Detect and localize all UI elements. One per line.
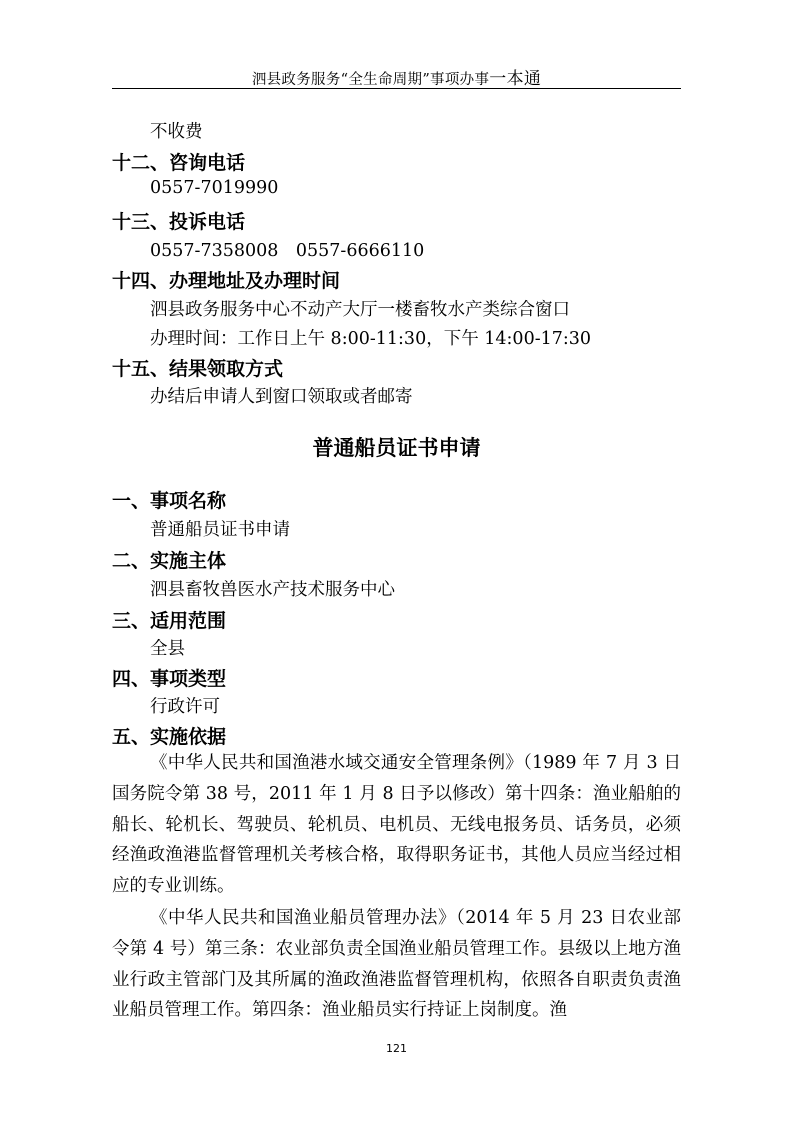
basis-paragraph-1: 《中华人民共和国渔港水域交通安全管理条例》（1989 年 7 月 3 日国务院令第 38 号，2011 年 1 月 8 日予以修改）第十四条：渔业船舶的船长、轮机长、驾驶员、轮机员、电机员、无线电报务员、话务员，必须经渔政渔港监督管理机关考核合格，取得职务证书，其他人员应当经过相应的专业训练。	[112, 753, 681, 897]
name-heading: 一、事项名称	[112, 490, 227, 512]
basis-paragraph-2: 《中华人民共和国渔业船员管理办法》（2014 年 5 月 23 日农业部令第 4 号）第三条：农业部负责全国渔业船员管理工作。县级以上地方渔业行政主管部门及其所属的渔政渔港监督管理机构，依照各自职责负责渔业船员管理工作。第四条：渔业船员实行持证上岗制度。渔	[112, 908, 681, 1021]
subject-heading: 二、实施主体	[112, 550, 227, 572]
header-emphasis: 一本通	[489, 69, 542, 89]
complaint-heading: 十三、投诉电话	[112, 211, 246, 233]
complaint-phones: 0557-7358008 0557-6666110	[150, 241, 425, 261]
address-heading: 十四、办理地址及办理时间	[112, 270, 341, 292]
result-heading: 十五、结果领取方式	[112, 358, 284, 380]
result-text: 办结后申请人到窗口领取或者邮寄	[150, 387, 413, 407]
page-header	[0, 64, 793, 89]
type-text: 行政许可	[150, 697, 220, 717]
fee-text: 不收费	[150, 122, 203, 142]
page-number: 121	[386, 1042, 407, 1055]
item-title: 普通船员证书申请	[312, 436, 481, 460]
type-heading: 四、事项类型	[112, 668, 227, 690]
address-text: 泗县政务服务中心不动产大厅一楼畜牧水产类综合窗口	[150, 300, 570, 320]
header-text: 泗县政务服务“全生命周期”事项办事	[251, 72, 490, 88]
scope-text: 全县	[150, 639, 185, 659]
subject-text: 泗县畜牧兽医水产技术服务中心	[150, 580, 395, 600]
scope-heading: 三、适用范围	[112, 610, 227, 632]
consult-phone: 0557-7019990	[150, 178, 279, 198]
header-rule	[112, 88, 681, 89]
name-text: 普通船员证书申请	[150, 520, 290, 540]
consult-heading: 十二、咨询电话	[112, 152, 246, 174]
basis-heading: 五、实施依据	[112, 726, 227, 748]
hours-text: 办理时间：工作日上午 8:00-11:30，下午 14:00-17:30	[150, 329, 592, 349]
